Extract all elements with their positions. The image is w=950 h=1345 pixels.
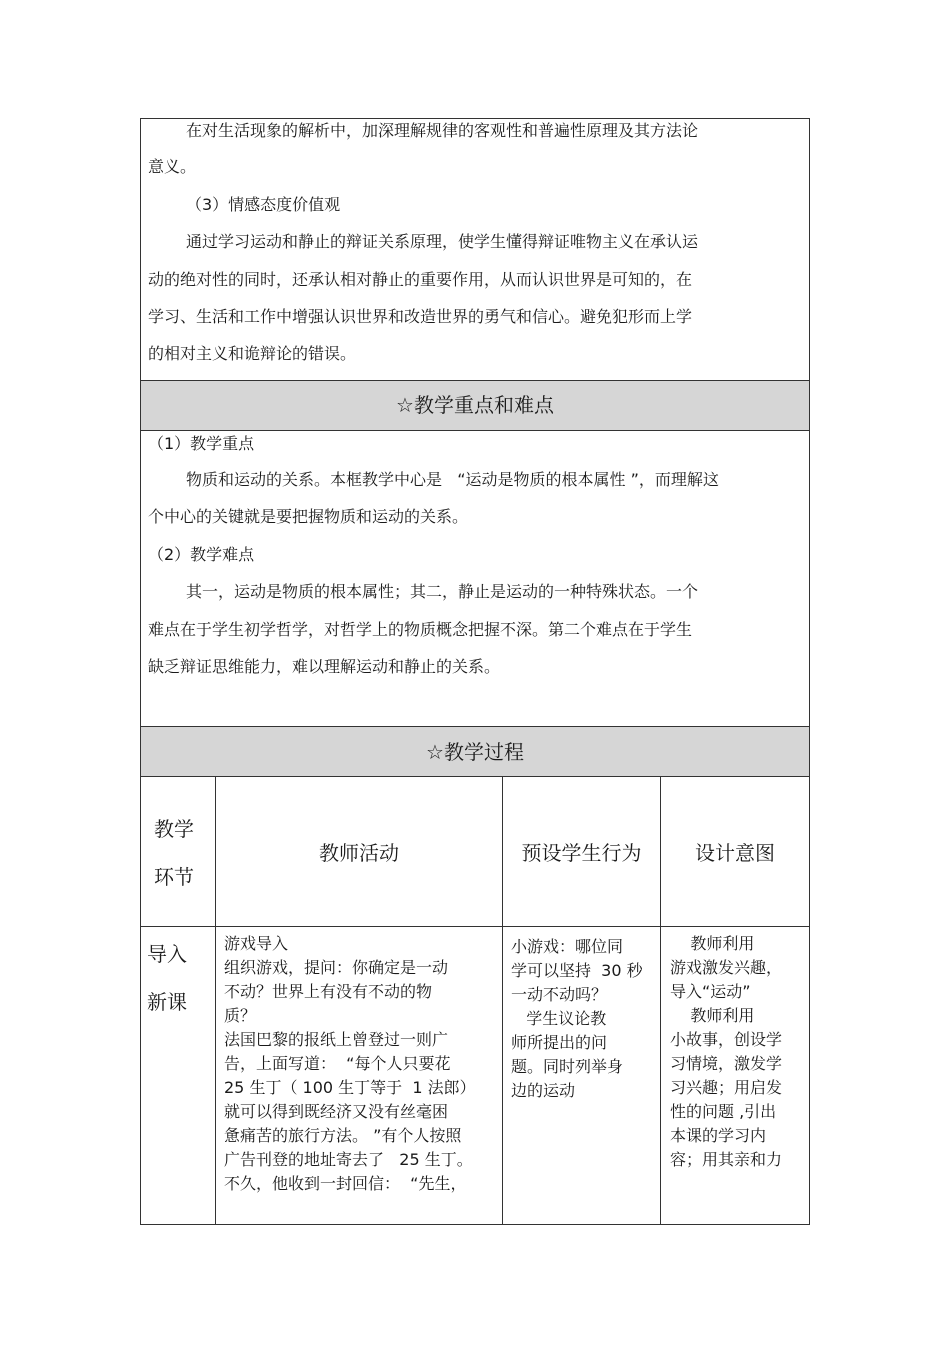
divider xyxy=(140,926,810,927)
divider xyxy=(140,430,810,431)
column-header-student: 预设学生行为 xyxy=(521,841,642,865)
row-stage-intro: 导入 新课 xyxy=(147,942,187,1014)
objective-text-line: 在对生活现象的解析中，加深理解规律的客观性和普遍性原理及其方法论 xyxy=(186,121,699,140)
divider xyxy=(140,380,810,381)
objective-text-line: 动的绝对性的同时，还承认相对静止的重要作用，从而认识世界是可知的，在 xyxy=(148,270,693,289)
column-header-teacher: 教师活动 xyxy=(319,841,399,865)
teacher-activity-cell: 游戏导入 组织游戏，提问：你确定是一动 不动？世界上有没有不动的物 质？ 法国巴黎的报纸上曾登过一则广 告，上面写道： “每个人只要花 25 生丁（ 100 生丁等于 1 法郎） 就可以得到既经济又没有丝毫困 惫痛苦的旅行方法。 ”有个人按照 广告刊登的地址寄去了 25 生丁。 不久，他收到一封回信： “先生， xyxy=(224,934,476,1193)
divider xyxy=(140,726,810,727)
key-point-subheading: （1）教学重点 xyxy=(148,434,255,453)
objective-text-line: 的相对主义和诡辩论的错误。 xyxy=(148,344,357,363)
difficulty-text-line: 其一，运动是物质的根本属性；其二，静止是运动的一种特殊状态。一个 xyxy=(186,582,699,601)
difficulty-text-line: 缺乏辩证思维能力，难以理解运动和静止的关系。 xyxy=(148,657,501,676)
column-header-stage: 教学 环节 xyxy=(154,817,194,889)
difficulty-text-line: 难点在于学生初学哲学，对哲学上的物质概念把握不深。第二个难点在于学生 xyxy=(148,620,693,639)
key-point-text-line: 个中心的关键就是要把握物质和运动的关系。 xyxy=(148,507,469,526)
divider xyxy=(140,776,810,777)
column-header-intent: 设计意图 xyxy=(695,841,775,865)
design-intent-cell: 教师利用 游戏激发兴趣， 导入“运动” 教师利用 小故事，创设学 习情境，激发学 习兴趣；用启发 性的问题 ,引出 本课的学习内 容；用其亲和力 xyxy=(670,934,783,1169)
objective-text-line: 意义。 xyxy=(148,157,197,176)
objective-subheading: （3）情感态度价值观 xyxy=(186,195,341,214)
section-heading-process: ☆教学过程 xyxy=(426,740,524,764)
section-heading-key-points: ☆教学重点和难点 xyxy=(396,393,554,417)
student-behavior-cell: 小游戏：哪位同 学可以坚持 30 秒 一动不动吗？ 学生议论教 师所提出的问 题。同时列举身 边的运动 xyxy=(511,937,643,1100)
difficulty-subheading: （2）教学难点 xyxy=(148,545,255,564)
objective-text-line: 学习、生活和工作中增强认识世界和改造世界的勇气和信心。避免犯形而上学 xyxy=(148,307,693,326)
objective-text-line: 通过学习运动和静止的辩证关系原理，使学生懂得辩证唯物主义在承认运 xyxy=(186,232,699,251)
key-point-text-line: 物质和运动的关系。本框教学中心是 “运动是物质的根本属性 ”，而理解这 xyxy=(186,470,719,489)
